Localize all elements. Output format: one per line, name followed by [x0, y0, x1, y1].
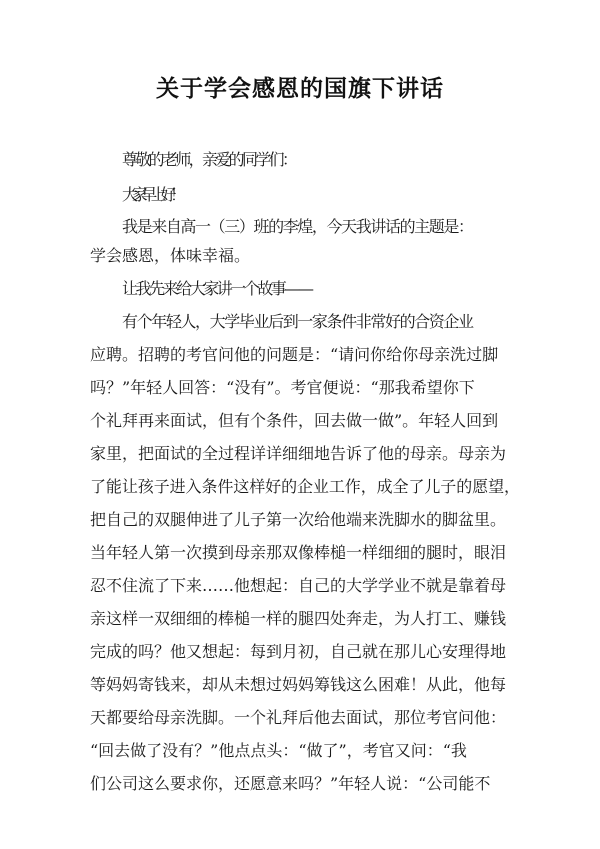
salutation-line: 尊敬的老师，亲爱的同学们： [122, 150, 296, 169]
greeting-line: 大家早上好！ [122, 185, 180, 204]
body-line: 天都要给母亲洗脚。一个礼拜后他去面试，那位考官问他： [90, 708, 507, 727]
body-line: “回去做了没有？”他点点头：“做了”，考官又问：“我 [90, 741, 467, 760]
body-line: 完成的吗？他又想起：每到月初，自己就在那儿心安理得地 [90, 642, 507, 661]
body-line: 忍不住流了下来……他想起：自己的大学学业不就是靠着母 [90, 576, 507, 595]
body-line: 学会感恩，体味幸福。 [90, 246, 251, 265]
body-line: 吗？”年轻人回答：“没有”。考官便说：“那我希望你下 [90, 378, 475, 397]
body-line: 等妈妈寄钱来，却从未想过妈妈筹钱这么困难！从此，他每 [90, 675, 507, 694]
body-line: 亲这样一双细细的棒槌一样的腿四处奔走，为人打工、赚钱 [90, 609, 507, 628]
body-line: 我是来自高一（三）班的李煌，今天我讲话的主题是： [122, 217, 473, 236]
body-line: 家里，把面试的全过程详详细细地告诉了他的母亲。母亲为 [90, 444, 507, 463]
body-line: 有个年轻人，大学毕业后到一家条件非常好的合资企业 [122, 312, 473, 331]
body-line: 了能让孩子进入条件这样好的企业工作，成全了儿子的愿望， [90, 477, 520, 496]
document-title: 关于学会感恩的国旗下讲话 [156, 75, 444, 102]
body-line: 个礼拜再来面试，但有个条件，回去做一做”。年轻人回到 [90, 411, 499, 430]
body-line: 把自己的双腿伸进了儿子第一次给他端来洗脚水的脚盆里。 [90, 510, 507, 529]
body-line: 应聘。招聘的考官问他的问题是：“请问你给你母亲洗过脚 [90, 345, 499, 364]
body-line: 们公司这么要求你，还愿意来吗？”年轻人说：“公司能不 [90, 774, 491, 793]
body-line: 当年轻人第一次摸到母亲那双像棒槌一样细细的腿时，眼泪 [90, 543, 507, 562]
body-line: 让我先来给大家讲一个故事—— [122, 279, 312, 298]
